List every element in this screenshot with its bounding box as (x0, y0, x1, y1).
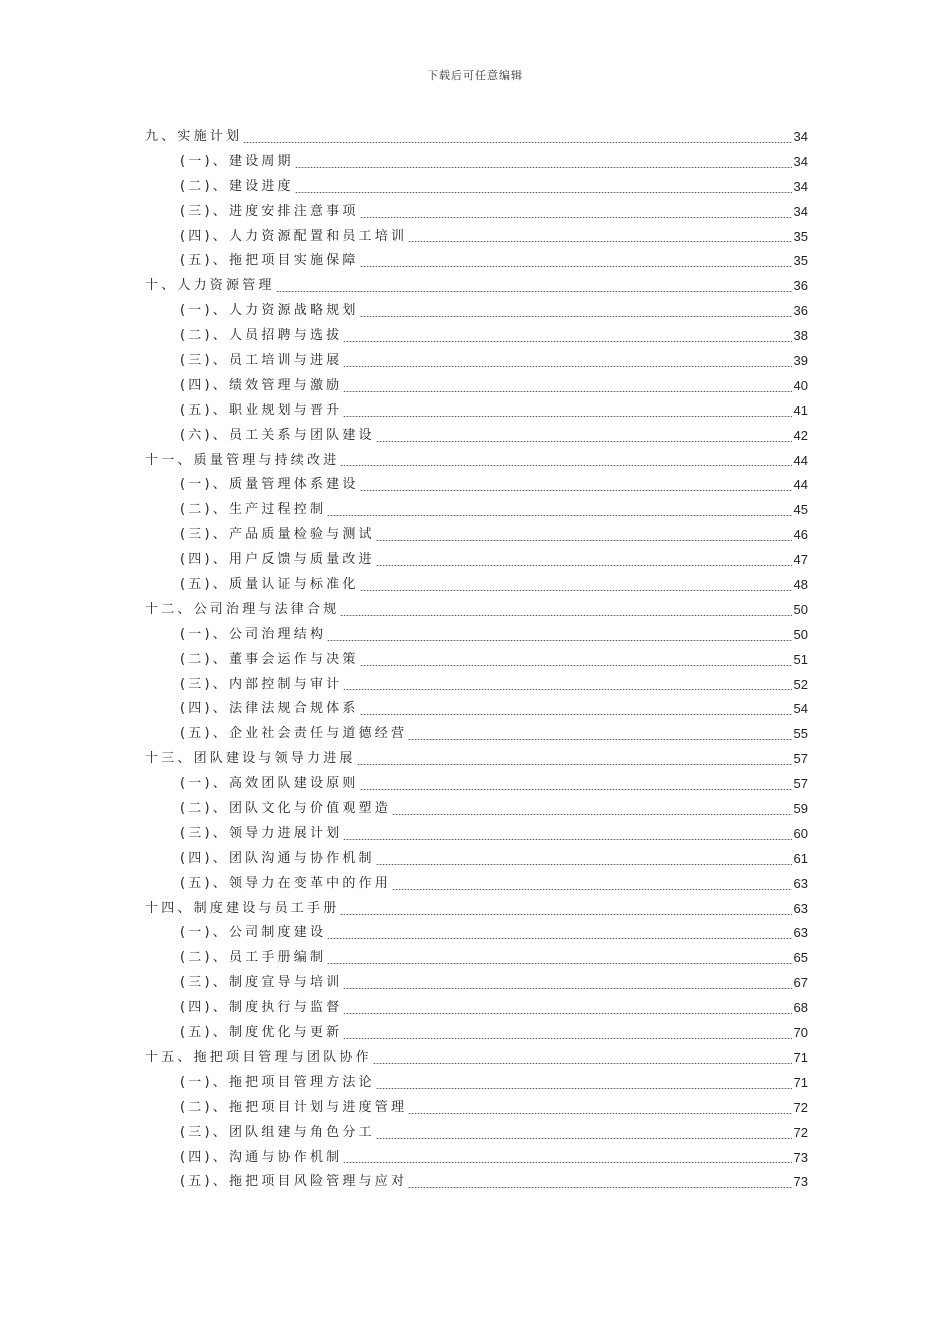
toc-dot-leader (343, 391, 791, 392)
toc-dot-leader (408, 1187, 791, 1188)
toc-page-number: 46 (793, 527, 808, 543)
toc-page-number: 57 (793, 776, 808, 792)
toc-page-number: 68 (793, 1000, 808, 1016)
toc-page-number: 44 (793, 477, 808, 493)
toc-section-entry[interactable] (145, 996, 808, 1021)
toc-chapter-entry[interactable] (145, 897, 808, 922)
toc-entry-title: 十三、团队建设与领导力进展 (145, 751, 356, 767)
toc-entry-title: (二)、董事会运作与决策 (180, 651, 359, 667)
toc-section-entry[interactable] (145, 822, 808, 847)
toc-dot-leader (373, 1063, 792, 1064)
toc-section-entry[interactable] (145, 349, 808, 374)
toc-section-entry[interactable] (145, 648, 808, 673)
toc-entry-title: (五)、拖把项目实施保障 (180, 253, 359, 269)
toc-dot-leader (340, 615, 791, 616)
toc-entry-title: (一)、拖把项目管理方法论 (180, 1074, 375, 1090)
toc-entry-title: (三)、员工培训与进展 (180, 353, 343, 368)
toc-entry-title: (一)、公司治理结构 (180, 626, 327, 642)
toc-dot-leader (376, 565, 792, 566)
toc-entry-title: (四)、沟通与协作机制 (180, 1149, 343, 1165)
toc-entry-title: (四)、制度执行与监督 (180, 1000, 343, 1016)
toc-page-number: 51 (793, 651, 808, 667)
toc-entry-title: (四)、绩效管理与激励 (180, 377, 343, 393)
toc-page-number: 61 (793, 850, 808, 866)
toc-dot-leader (408, 241, 791, 242)
toc-section-entry[interactable] (145, 673, 808, 698)
toc-section-entry[interactable] (145, 772, 808, 797)
toc-chapter-entry[interactable] (145, 598, 808, 623)
toc-section-entry[interactable] (145, 175, 808, 200)
toc-section-entry[interactable] (145, 1146, 808, 1171)
toc-page-number: 70 (793, 1025, 808, 1041)
toc-entry-title: (一)、人力资源战略规划 (180, 303, 359, 319)
toc-section-entry[interactable] (145, 324, 808, 349)
toc-section-entry[interactable] (145, 797, 808, 822)
toc-section-entry[interactable] (145, 1121, 808, 1146)
toc-dot-leader (276, 291, 792, 292)
toc-section-entry[interactable] (145, 623, 808, 648)
toc-dot-leader (343, 366, 791, 367)
toc-entry-title: 十一、质量管理与持续改进 (145, 452, 340, 468)
toc-entry-title: 十五、拖把项目管理与团队协作 (145, 1049, 372, 1065)
toc-page-number: 41 (793, 402, 808, 418)
toc-entry-title: (三)、产品质量检验与测试 (180, 527, 375, 543)
toc-entry-title: (二)、拖把项目计划与进度管理 (180, 1099, 408, 1115)
toc-dot-leader (343, 341, 791, 342)
toc-section-entry[interactable] (145, 573, 808, 598)
toc-page-number: 54 (793, 701, 808, 717)
toc-section-entry[interactable] (145, 548, 808, 573)
toc-dot-leader (376, 1088, 792, 1089)
toc-entry-title: (五)、质量认证与标准化 (180, 577, 359, 593)
toc-entry-title: (三)、领导力进展计划 (180, 825, 343, 841)
toc-page-number: 35 (793, 253, 808, 269)
toc-entry-title: 十、人力资源管理 (145, 278, 275, 294)
page-header: 下载后可任意编辑 (427, 69, 523, 82)
toc-entry-title: 十二、公司治理与法律合规 (145, 601, 340, 617)
toc-page-number: 36 (793, 303, 808, 319)
toc-page-number: 38 (793, 328, 808, 344)
toc-chapter-entry[interactable] (145, 1046, 808, 1071)
toc-section-entry[interactable] (145, 150, 808, 175)
toc-dot-leader (408, 1113, 791, 1114)
toc-dot-leader (327, 963, 791, 964)
toc-dot-leader (343, 1038, 791, 1039)
toc-dot-leader (360, 316, 792, 317)
toc-page-number: 60 (793, 825, 808, 841)
toc-section-entry[interactable] (145, 523, 808, 548)
toc-dot-leader (343, 839, 791, 840)
toc-section-entry[interactable] (145, 200, 808, 225)
toc-page-number: 73 (793, 1174, 808, 1190)
toc-entry-title: (二)、团队文化与价值观塑造 (180, 801, 391, 817)
toc-page-number: 50 (793, 626, 808, 642)
toc-page-number: 44 (793, 452, 808, 468)
table-of-contents (145, 125, 808, 1195)
toc-section-entry[interactable] (145, 971, 808, 996)
toc-page-number: 71 (793, 1049, 808, 1065)
toc-page-number: 73 (793, 1149, 808, 1165)
toc-entry-title: (五)、领导力在变革中的作用 (180, 875, 391, 891)
toc-page-number: 34 (793, 128, 808, 144)
toc-dot-leader (408, 739, 791, 740)
toc-section-entry[interactable] (145, 1096, 808, 1121)
toc-dot-leader (343, 988, 791, 989)
toc-dot-leader (343, 1162, 791, 1163)
toc-page-number: 72 (793, 1099, 808, 1115)
toc-page-number: 39 (793, 353, 808, 368)
toc-dot-leader (376, 1138, 792, 1139)
toc-page-number: 63 (793, 900, 808, 916)
toc-section-entry[interactable] (145, 697, 808, 722)
toc-page-number: 40 (793, 377, 808, 393)
toc-page-number: 34 (793, 203, 808, 219)
toc-dot-leader (392, 889, 792, 890)
toc-chapter-entry[interactable] (145, 449, 808, 474)
toc-entry-title: (四)、团队沟通与协作机制 (180, 850, 375, 866)
toc-dot-leader (357, 764, 792, 765)
toc-page-number: 71 (793, 1074, 808, 1090)
toc-page-number: 45 (793, 502, 808, 518)
toc-page-number: 34 (793, 153, 808, 169)
toc-chapter-entry[interactable] (145, 125, 808, 150)
toc-dot-leader (376, 864, 792, 865)
toc-page-number: 52 (793, 676, 808, 692)
toc-chapter-entry[interactable] (145, 747, 808, 772)
toc-section-entry[interactable] (145, 1071, 808, 1096)
toc-entry-title: (一)、质量管理体系建设 (180, 477, 359, 493)
toc-page-number: 42 (793, 427, 808, 443)
toc-page-number: 36 (793, 278, 808, 294)
toc-dot-leader (327, 515, 791, 516)
toc-entry-title: (一)、建设周期 (180, 153, 294, 169)
toc-entry-title: (五)、企业社会责任与道德经营 (180, 726, 408, 742)
toc-dot-leader (360, 590, 792, 591)
toc-entry-title: (四)、用户反馈与质量改进 (180, 552, 375, 568)
toc-entry-title: (一)、高效团队建设原则 (180, 776, 359, 792)
toc-page-number: 35 (793, 228, 808, 244)
toc-page-number: 65 (793, 950, 808, 966)
toc-dot-leader (376, 441, 792, 442)
toc-page-number: 57 (793, 751, 808, 767)
toc-section-entry[interactable] (145, 498, 808, 523)
toc-dot-leader (340, 914, 791, 915)
toc-entry-title: (三)、团队组建与角色分工 (180, 1124, 375, 1140)
toc-entry-title: 十四、制度建设与员工手册 (145, 900, 340, 916)
toc-page-number: 55 (793, 726, 808, 742)
toc-entry-title: (二)、员工手册编制 (180, 950, 327, 966)
toc-dot-leader (340, 465, 791, 466)
toc-dot-leader (295, 167, 792, 168)
toc-dot-leader (376, 540, 792, 541)
toc-entry-title: (五)、拖把项目风险管理与应对 (180, 1174, 408, 1190)
toc-dot-leader (327, 640, 791, 641)
toc-entry-title: (四)、人力资源配置和员工培训 (180, 228, 408, 244)
toc-entry-title: (二)、人员招聘与选拔 (180, 328, 343, 344)
toc-section-entry[interactable] (145, 1021, 808, 1046)
toc-entry-title: (三)、内部控制与审计 (180, 676, 343, 692)
toc-dot-leader (360, 217, 792, 218)
toc-entry-title: (五)、职业规划与晋升 (180, 402, 343, 418)
toc-page-number: 34 (793, 178, 808, 194)
toc-dot-leader (343, 416, 791, 417)
toc-page-number: 50 (793, 601, 808, 617)
toc-dot-leader (343, 1013, 791, 1014)
toc-section-entry[interactable] (145, 424, 808, 449)
toc-section-entry[interactable] (145, 872, 808, 897)
toc-section-entry[interactable] (145, 473, 808, 498)
toc-section-entry[interactable] (145, 722, 808, 747)
toc-entry-title: (三)、制度宣导与培训 (180, 975, 343, 991)
toc-section-entry[interactable] (145, 225, 808, 250)
toc-page-number: 63 (793, 875, 808, 891)
toc-page-number: 47 (793, 552, 808, 568)
toc-entry-title: (一)、公司制度建设 (180, 925, 327, 941)
toc-section-entry[interactable] (145, 374, 808, 399)
toc-dot-leader (360, 665, 792, 666)
toc-dot-leader (360, 490, 792, 491)
toc-page-number: 48 (793, 577, 808, 593)
toc-entry-title: 九、实施计划 (145, 128, 243, 144)
toc-entry-title: (二)、建设进度 (180, 178, 294, 194)
toc-entry-title: (四)、法律法规合规体系 (180, 701, 359, 717)
toc-dot-leader (360, 266, 792, 267)
toc-page-number: 72 (793, 1124, 808, 1140)
toc-section-entry[interactable] (145, 299, 808, 324)
toc-dot-leader (343, 689, 791, 690)
toc-dot-leader (295, 192, 792, 193)
toc-dot-leader (327, 938, 791, 939)
toc-entry-title: (三)、进度安排注意事项 (180, 203, 359, 219)
toc-section-entry[interactable] (145, 1170, 808, 1195)
toc-section-entry[interactable] (145, 946, 808, 971)
toc-section-entry[interactable] (145, 847, 808, 872)
toc-section-entry[interactable] (145, 922, 808, 947)
toc-dot-leader (392, 814, 792, 815)
toc-dot-leader (360, 714, 792, 715)
toc-entry-title: (二)、生产过程控制 (180, 502, 327, 518)
toc-entry-title: (五)、制度优化与更新 (180, 1025, 343, 1041)
toc-entry-title: (六)、员工关系与团队建设 (180, 427, 375, 443)
toc-section-entry[interactable] (145, 399, 808, 424)
toc-page-number: 67 (793, 975, 808, 991)
toc-page-number: 63 (793, 925, 808, 941)
toc-section-entry[interactable] (145, 249, 808, 274)
toc-dot-leader (243, 142, 791, 143)
toc-chapter-entry[interactable] (145, 274, 808, 299)
toc-dot-leader (360, 789, 792, 790)
toc-page-number: 59 (793, 801, 808, 817)
